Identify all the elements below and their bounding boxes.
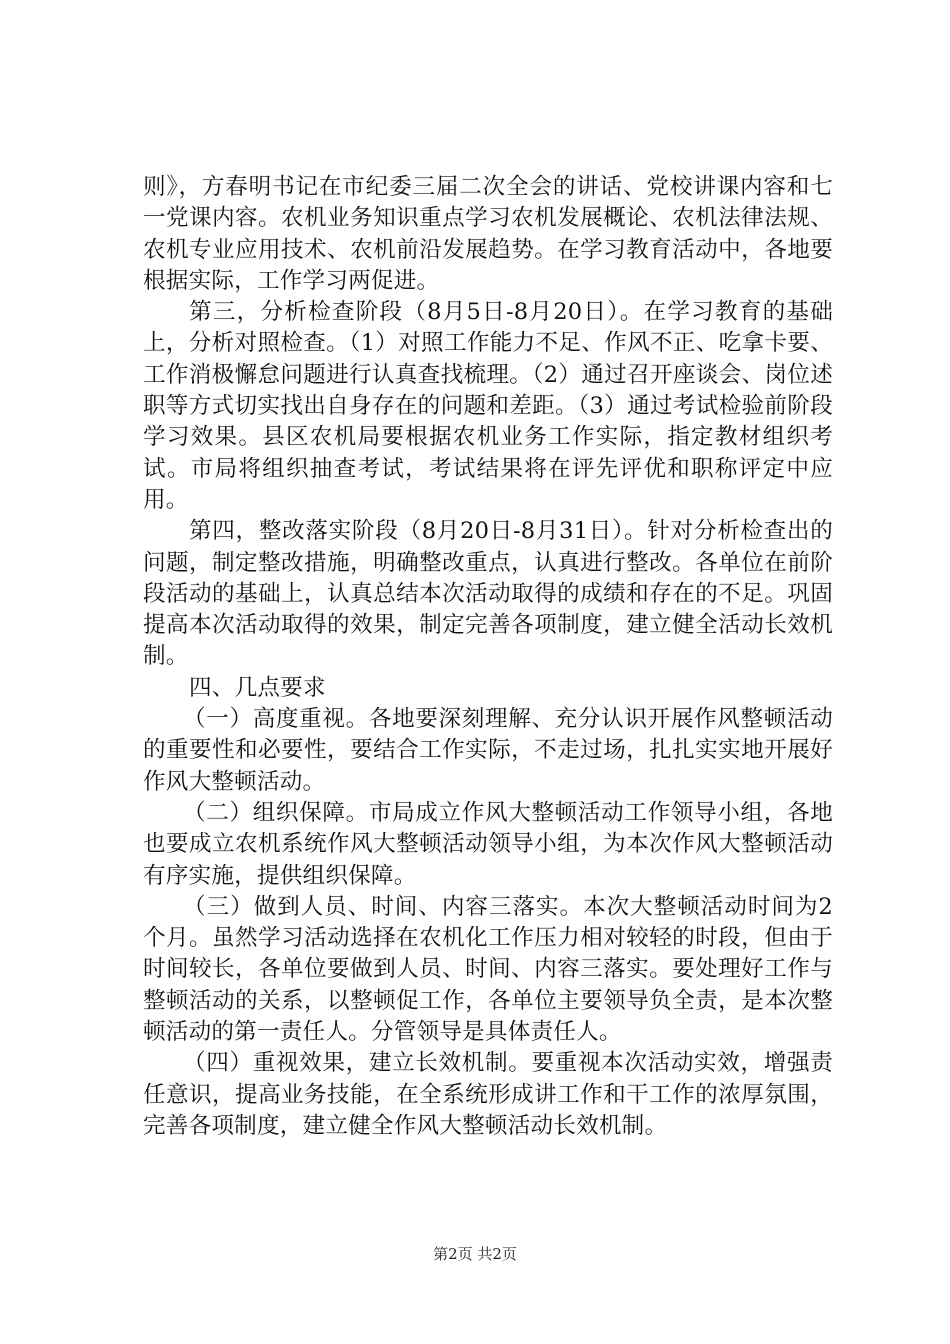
paragraph-requirement-4: （四）重视效果，建立长效机制。要重视本次活动实效，增强责任意识，提高业务技能，在全系统形成讲工作和干工作的浓厚氛围，完善各项制度，建立健全作风大整顿活动长效机制。: [143, 1050, 833, 1139]
page-number-footer: 第2页 共2页: [433, 1245, 517, 1263]
paragraph-study-content: 则》，方春明书记在市纪委三届二次全会的讲话、党校讲课内容和七一党课内容。农机业务知识重点学习农机发展概论、农机法律法规、农机专业应用技术、农机前沿发展趋势。在学习教育活动中，各地要根据实际，工作学习两促进。: [143, 174, 833, 294]
paragraph-requirement-1: （一）高度重视。各地要深刻理解、充分认识开展作风整顿活动的重要性和必要性，要结合工作实际，不走过场，扎扎实实地开展好作风大整顿活动。: [143, 706, 833, 795]
section-heading-requirements: 四、几点要求: [189, 674, 326, 701]
paragraph-requirement-3: （三）做到人员、时间、内容三落实。本次大整顿活动时间为2个月。虽然学习活动选择在农机化工作压力相对较轻的时段，但由于时间较长，各单位要做到人员、时间、内容三落实。要处理好工作与整顿活动的关系，以整顿促工作，各单位主要领导负全责，是本次整顿活动的第一责任人。分管领导是具体责任人。: [143, 893, 833, 1046]
document-body: [143, 172, 833, 1142]
paragraph-stage-three: 第三，分析检查阶段（8月5日-8月20日）。在学习教育的基础上，分析对照检查。（1）对照工作能力不足、作风不正、吃拿卡要、工作消极懈怠问题进行认真查找梳理。（2）通过召开座谈会、岗位述职等方式切实找出自身存在的问题和差距。（3）通过考试检验前阶段学习效果。县区农机局要根据农机业务工作实际，指定教材组织考试。市局将组织抽查考试，考试结果将在评先评优和职称评定中应用。: [143, 299, 833, 513]
paragraph-stage-four: 第四，整改落实阶段（8月20日-8月31日）。针对分析检查出的问题，制定整改措施，明确整改重点，认真进行整改。各单位在前阶段活动的基础上，认真总结本次活动取得的成绩和存在的不足。巩固提高本次活动取得的效果，制定完善各项制度，建立健全活动长效机制。: [143, 518, 833, 670]
paragraph-requirement-2: （二）组织保障。市局成立作风大整顿活动工作领导小组，各地也要成立农机系统作风大整顿活动领导小组，为本次作风大整顿活动有序实施，提供组织保障。: [143, 799, 833, 889]
